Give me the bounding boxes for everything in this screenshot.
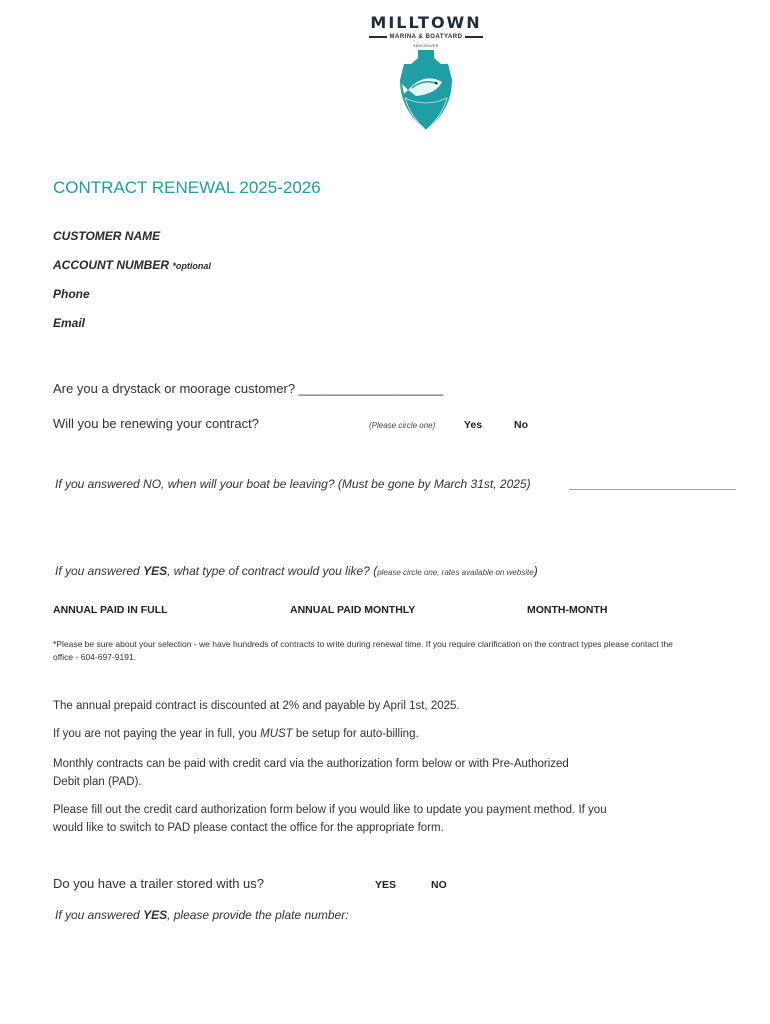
customer-type-question: Are you a drystack or moorage customer? ____________________ bbox=[53, 381, 444, 396]
option-annual-paid-monthly[interactable]: ANNUAL PAID MONTHLY bbox=[290, 604, 416, 616]
customer-name-label: CUSTOMER NAME bbox=[53, 229, 161, 243]
phone-label: Phone bbox=[53, 287, 90, 301]
trailer-no-option[interactable]: NO bbox=[431, 879, 447, 891]
prepaid-discount-paragraph: The annual prepaid contract is discounted at 2% and payable by April 1st, 2025. bbox=[53, 700, 460, 712]
trailer-yes-option[interactable]: YES bbox=[375, 879, 397, 891]
renew-yes-option[interactable]: Yes bbox=[464, 419, 483, 431]
page-title: CONTRACT RENEWAL 2025-2026 bbox=[53, 178, 321, 197]
optional-tag: *optional bbox=[172, 261, 211, 271]
monthly-payment-paragraph: Monthly contracts can be paid with credit card via the authorization form below or with Pre-Authorized Debit plan (PAD). bbox=[53, 758, 569, 788]
contract-type-question: If you answered YES, what type of contract would you like? (please circle one, rates available on website) bbox=[55, 564, 538, 578]
option-annual-paid-in-full[interactable]: ANNUAL PAID IN FULL bbox=[53, 604, 168, 616]
auto-billing-paragraph: If you are not paying the year in full, you MUST be setup for auto-billing. bbox=[53, 728, 419, 740]
leaving-date-blank[interactable]: _________________________ bbox=[570, 477, 737, 491]
circle-one-hint: (Please circle one) bbox=[369, 421, 436, 430]
trailer-question: Do you have a trailer stored with us? bbox=[53, 876, 264, 891]
logo-city: VANCOUVER bbox=[413, 44, 439, 48]
option-month-month[interactable]: MONTH-MONTH bbox=[527, 604, 608, 616]
renewing-question: Will you be renewing your contract? bbox=[53, 416, 259, 431]
marina-logo bbox=[366, 14, 486, 140]
logo-name: MILLTOWN bbox=[370, 13, 482, 32]
account-number-label: ACCOUNT NUMBER *optional bbox=[53, 258, 211, 272]
logo-subtitle: MARINA & BOATYARD bbox=[366, 32, 486, 42]
plate-number-question: If you answered YES, please provide the plate number: bbox=[55, 908, 349, 922]
credit-card-paragraph: Please fill out the credit card authorization form below if you would like to update you payment method. If you would like to switch to PAD please contact the office for the appropriate form. bbox=[53, 804, 607, 834]
leaving-date-question: If you answered NO, when will your boat be leaving? (Must be gone by March 31st, 2025) bbox=[55, 477, 531, 491]
renew-no-option[interactable]: No bbox=[514, 419, 528, 431]
selection-note: *Please be sure about your selection - we have hundreds of contracts to write during renewal time. If you require clarification on the contract types please contact the office - 604-697-9191. bbox=[53, 639, 673, 662]
email-label: Email bbox=[53, 316, 86, 330]
shield-emblem-icon bbox=[396, 50, 456, 132]
